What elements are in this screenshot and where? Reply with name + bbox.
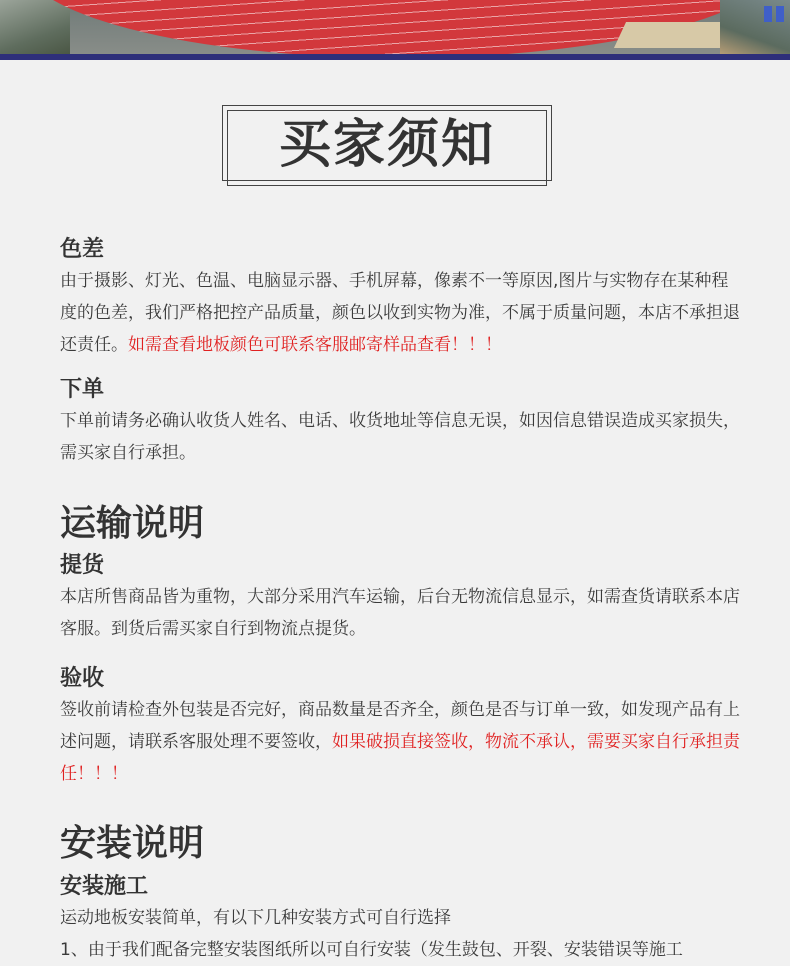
section-acceptance [60,664,740,790]
list-item: 1、由于我们配备完整安装图纸所以可自行安装（发生鼓包、开裂、安装错误等施工 [60,940,683,960]
section-ordering [60,375,740,469]
section-paragraph: 运动地板安装简单，有以下几种安装方式可自行选择 [60,908,451,928]
section-installation [60,872,740,966]
section-pickup [60,551,740,645]
top-banner-image [0,0,790,60]
warning-text: 如果破损直接签收，物流不承认，需要买家自行承担责任！！！ [60,732,740,784]
section-paragraph: 本店所售商品皆为重物，大部分采用汽车运输，后台无物流信息显示，如需查货请联系本店客服。到货后需买家自行到物流点提货。 [60,587,740,639]
banner-flag [776,6,784,22]
page-title: 买家须知 [278,115,495,175]
paragraph-text: 签收前请检查外包装是否完好，商品数量是否齐全，颜色是否与订单一致，如发现产品有上述问题，请联系客服处理不要签收， [60,700,740,752]
installation-heading: 安装说明 [60,823,205,864]
banner-bottom-strip [0,54,790,60]
section-heading: 安装施工 [60,874,149,899]
section-heading: 验收 [60,666,105,691]
banner-flag [764,6,772,22]
section-paragraph: 下单前请务必确认收货人姓名、电话、收货地址等信息无误，如因信息错误造成买家损失，需买家自行承担。 [60,411,740,463]
banner-trees-left [0,0,70,60]
section-paragraph [60,694,740,790]
section-heading: 色差 [60,237,105,262]
section-heading: 下单 [60,377,105,402]
paragraph-text: 由于摄影、灯光、色温、电脑显示器、手机屏幕，像素不一等原因,图片与实物存在某种程度的色差，我们严格把控产品质量，颜色以收到实物为准，不属于质量问题，本店不承担退还责任。 [60,271,740,355]
section-paragraph [60,265,740,361]
section-color-difference [60,235,740,361]
shipping-heading: 运输说明 [60,503,205,544]
section-heading: 提货 [60,553,105,578]
warning-text: 如需查看地板颜色可联系客服邮寄样品查看！！！ [128,335,502,355]
page-title-box [222,105,552,181]
